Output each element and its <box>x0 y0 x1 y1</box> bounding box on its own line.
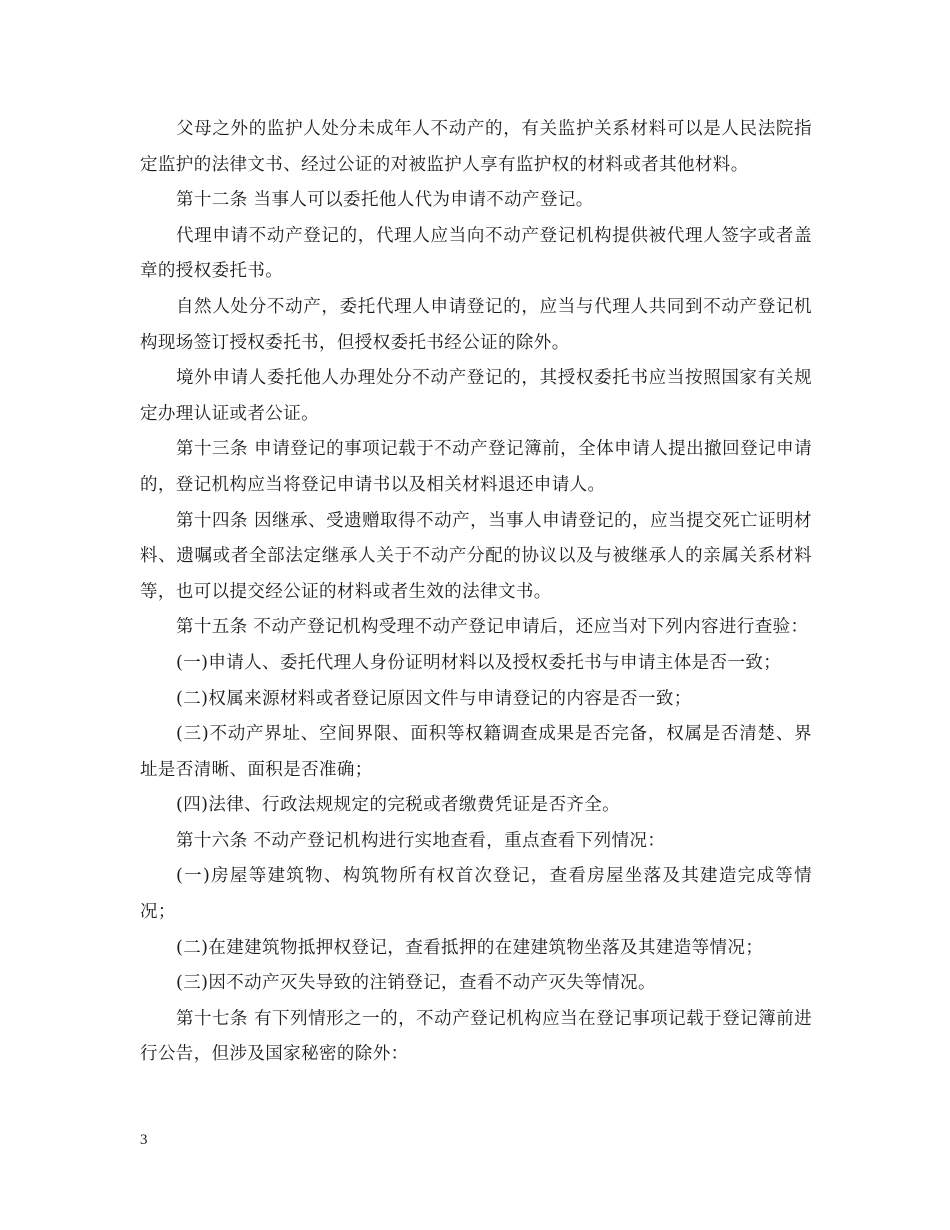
paragraph-overseas-applicant: 境外申请人委托他人办理处分不动产登记的，其授权委托书应当按照国家有关规定办理认证或者公证。 <box>140 368 812 424</box>
document-body <box>140 112 812 1073</box>
page-number: 3 <box>140 1132 148 1148</box>
list-item-16-2: (二)在建建筑物抵押权登记，查看抵押的在建建筑物坐落及其建造等情况； <box>176 937 764 958</box>
paragraph-agent-authorization: 代理申请不动产登记的，代理人应当向不动产登记机构提供被代理人签字或者盖章的授权委托书。 <box>140 225 812 282</box>
paragraph-article-13: 第十三条 申请登记的事项记载于不动产登记簿前，全体申请人提出撤回登记申请的，登记机构应当将登记申请书以及相关材料退还申请人。 <box>140 439 812 495</box>
list-item-16-3: (三)因不动产灭失导致的注销登记，查看不动产灭失等情况。 <box>176 973 656 994</box>
list-item-15-2: (二)权属来源材料或者登记原因文件与申请登记的内容是否一致； <box>176 688 692 709</box>
list-item-16-1: (一)房屋等建筑物、构筑物所有权首次登记，查看房屋坐落及其建造完成等情况； <box>140 866 812 923</box>
paragraph-guardian-materials: 父母之外的监护人处分未成年人不动产的，有关监护关系材料可以是人民法院指定监护的法律文书、经过公证的对被监护人享有监护权的材料或者其他材料。 <box>140 119 812 175</box>
paragraph-article-12: 第十二条 当事人可以委托他人代为申请不动产登记。 <box>176 190 594 211</box>
paragraph-article-15: 第十五条 不动产登记机构受理不动产登记申请后，还应当对下列内容进行查验： <box>176 617 809 638</box>
list-item-15-3: (三)不动产界址、空间界限、面积等权籍调查成果是否完备，权属是否清楚、界址是否清晰、面积是否准确； <box>140 724 812 780</box>
paragraph-article-17: 第十七条 有下列情形之一的，不动产登记机构应当在登记事项记载于登记簿前进行公告，但涉及国家秘密的除外： <box>140 1008 812 1065</box>
paragraph-article-16: 第十六条 不动产登记机构进行实地查看，重点查看下列情况： <box>176 830 666 851</box>
paragraph-natural-person-agent: 自然人处分不动产，委托代理人申请登记的，应当与代理人共同到不动产登记机构现场签订授权委托书，但授权委托书经公证的除外。 <box>140 296 812 353</box>
list-item-15-1: (一)申请人、委托代理人身份证明材料以及授权委托书与申请主体是否一致； <box>176 652 782 673</box>
list-item-15-4: (四)法律、行政法规规定的完税或者缴费凭证是否齐全。 <box>176 795 621 816</box>
paragraph-article-14: 第十四条 因继承、受遗赠取得不动产，当事人申请登记的，应当提交死亡证明材料、遗嘱或者全部法定继承人关于不动产分配的协议以及与被继承人的亲属关系材料等，也可以提交经公证的材料或者生效的法律文书。 <box>140 510 812 602</box>
